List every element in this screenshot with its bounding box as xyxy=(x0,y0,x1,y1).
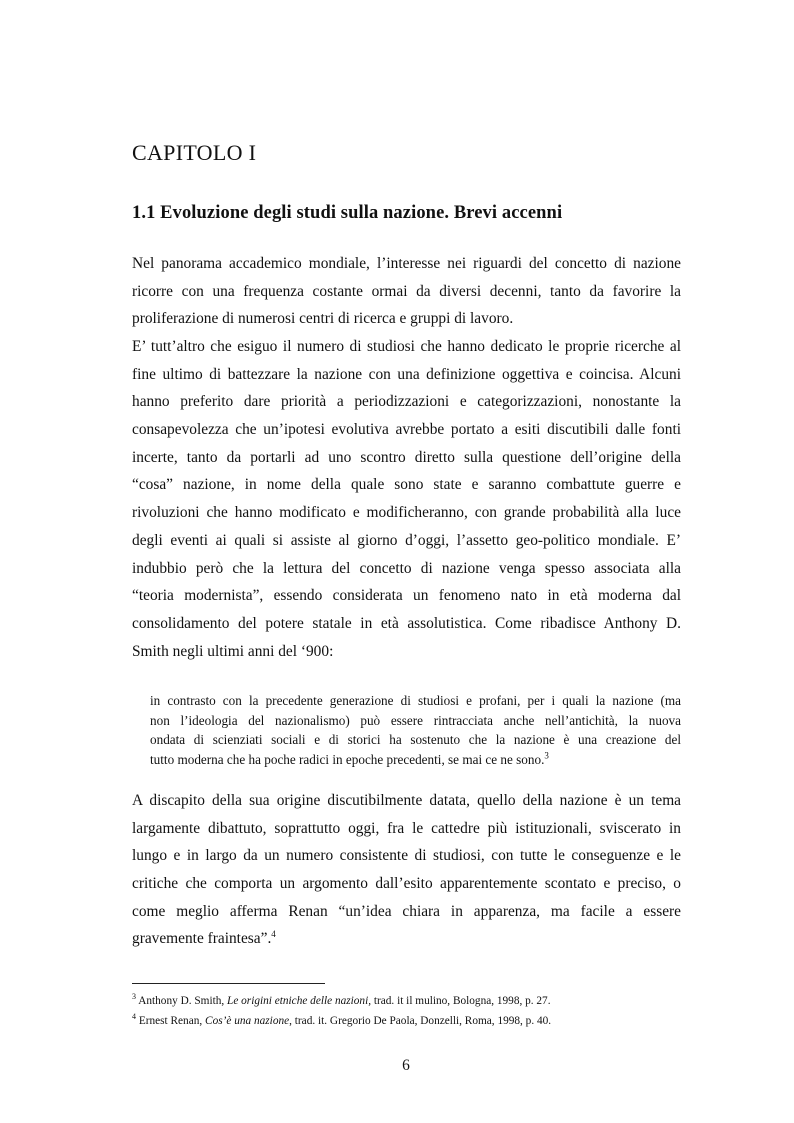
text-line: consolidamento del potere statale in età assolutistica. Come ribadisce Anthony D. xyxy=(132,614,681,632)
chapter-title: CAPITOLO I xyxy=(132,140,257,165)
text-line xyxy=(132,925,681,953)
footnote-number: 3 xyxy=(132,992,136,1002)
footnote-author: Ernest Renan, xyxy=(138,1014,206,1027)
text-line: indubbio però che la lettura del concetto di nazione venga spesso associata alla xyxy=(132,559,681,577)
footnote-number: 4 xyxy=(132,1011,136,1021)
text-line: fine ultimo di battezzare la nazione con una definizione oggettiva e coincisa. Alcuni xyxy=(132,365,681,383)
footnote-details: trad. it il mulino, Bologna, 1998, p. 27. xyxy=(371,995,551,1007)
text-line: incerte, tanto da portarli ad uno scontro diretto sulla questione dell’origine della xyxy=(132,448,681,466)
text-line: consapevolezza che un’ipotesi evolutiva avrebbe portato a esiti discutibili dalle fonti xyxy=(132,421,681,439)
text-line: ricorre con una frequenza costante ormai da diversi decenni, tanto da favorire la xyxy=(132,282,681,300)
section-title: 1.1 Evoluzione degli studi sulla nazione. Brevi accenni xyxy=(132,203,563,223)
text-line: largamente dibattuto, soprattutto oggi, fra le cattedre più istituzionali, sviscerato in xyxy=(132,819,681,837)
quote-line: non l’ideologia del nazionalismo) può essere rintracciata anche nell’antichità, la nuova xyxy=(150,712,681,728)
paragraph-intro xyxy=(132,250,681,333)
footnote-ref-3[interactable]: 3 xyxy=(544,750,549,761)
quote-last-text: tutto moderna che ha poche radici in epoche precedenti, se mai ce ne sono. xyxy=(150,751,545,767)
text-line: Nel panorama accademico mondiale, l’interesse nei riguardi del concetto di nazione xyxy=(132,255,681,272)
text-line: “cosa” nazione, in nome della quale sono state e saranno combattute guerre e xyxy=(132,476,681,494)
text-line: A discapito della sua origine discutibilmente datata, quello della nazione è un tema xyxy=(132,792,681,809)
footnote-separator xyxy=(132,983,325,984)
text-line: lungo e in largo da un numero consistente di studiosi, con tutte le conseguenze e le xyxy=(132,847,681,865)
paragraph-studiosi xyxy=(132,333,681,665)
quote-line: in contrasto con la precedente generazione di studiosi e profani, per i quali la nazione (ma xyxy=(150,693,681,708)
quote-line: ondata di scienziati sociali e di storici ha sostenuto che la nazione è una creazione del xyxy=(150,732,681,748)
footnote-3 xyxy=(132,992,692,1012)
text-line: degli eventi ai quali si assiste al giorno d’oggi, l’assetto geo-politico mondiale. E’ xyxy=(132,531,681,549)
footnote-details: , trad. it. Gregorio De Paola, Donzelli, Roma, 1998, p. 40. xyxy=(289,1014,552,1027)
footnote-title: Le origini etniche delle nazioni, xyxy=(227,995,372,1007)
footnote-4 xyxy=(132,1012,692,1032)
page-number: 6 xyxy=(402,1057,410,1074)
block-quote xyxy=(150,691,681,769)
text-line: critiche che comporta un argomento dall’esito apparentemente scontato e preciso, o xyxy=(132,875,681,893)
text-line: come meglio afferma Renan “un’idea chiara in apparenza, ma facile a essere xyxy=(132,902,681,920)
text-line: “teoria modernista”, essendo considerata un fenomeno nato in età moderna dal xyxy=(132,587,681,605)
text-line: Smith negli ultimi anni del ‘900: xyxy=(132,642,334,660)
last-line-text: gravemente fraintesa”. xyxy=(132,930,272,948)
paragraph-discapito xyxy=(132,787,681,953)
footnote-title: Cos’è una nazione xyxy=(205,1014,290,1027)
text-line: proliferazione di numerosi centri di ricerca e gruppi di lavoro. xyxy=(132,310,514,328)
text-line: rivoluzioni che hanno modificato e modificheranno, con grande probabilità alla luce xyxy=(132,504,681,522)
footnotes xyxy=(132,992,692,1031)
footnote-ref-4[interactable]: 4 xyxy=(271,929,276,940)
footnote-author: Anthony D. Smith, xyxy=(138,995,228,1007)
text-line: hanno preferito dare priorità a periodizzazioni e categorizzazioni, nonostante la xyxy=(132,393,681,411)
quote-line xyxy=(150,750,681,770)
text-line: E’ tutt’altro che esiguo il numero di studiosi che hanno dedicato le proprie ricerche al xyxy=(132,338,681,355)
